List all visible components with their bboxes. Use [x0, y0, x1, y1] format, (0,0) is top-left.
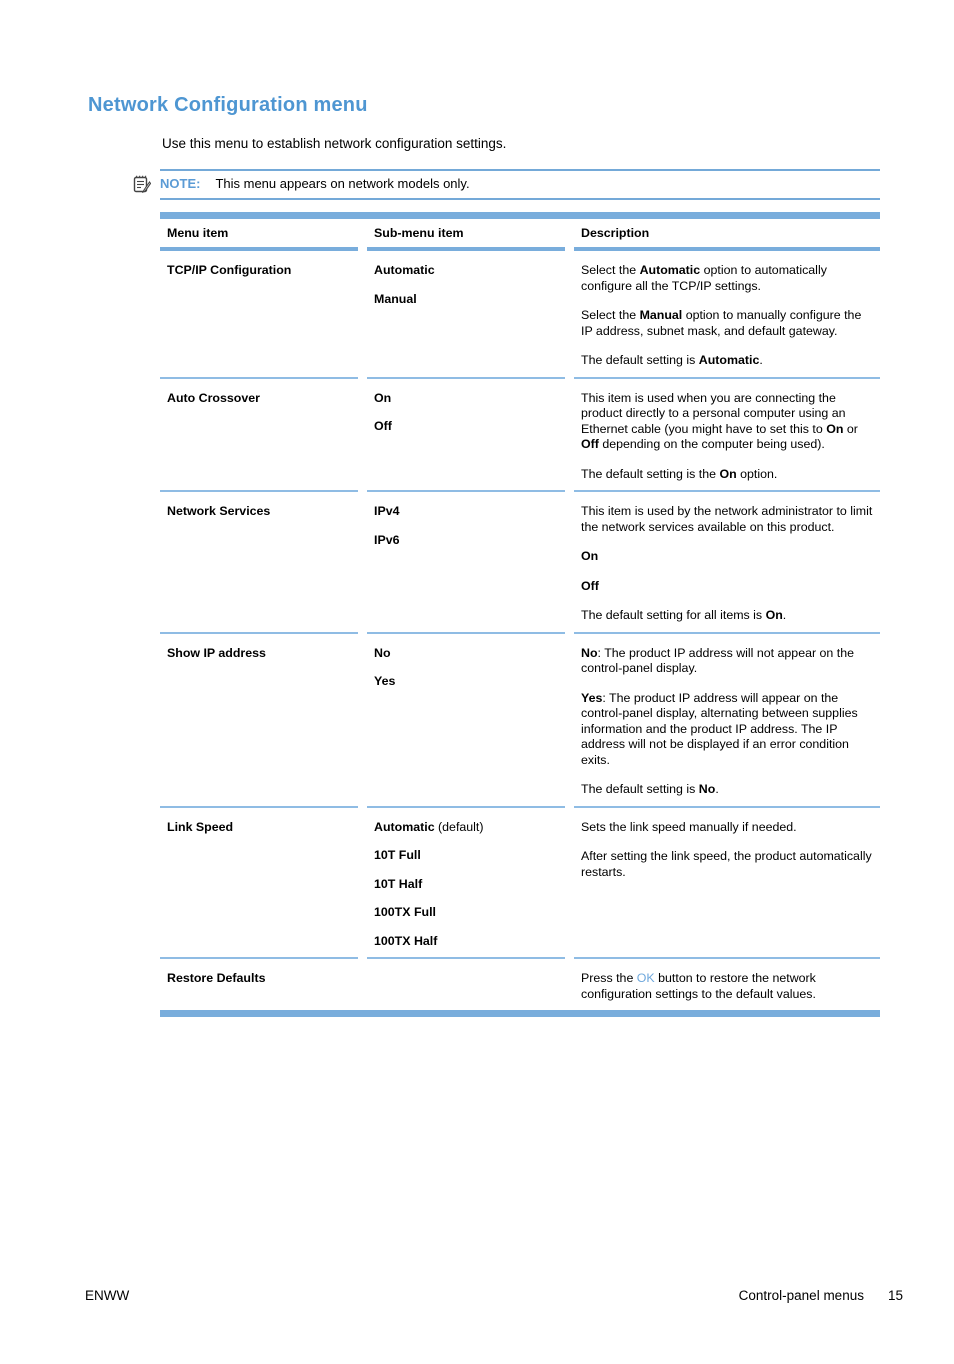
paragraph: Off	[374, 419, 392, 433]
paragraph: Select the Automatic option to automatically configure all the TCP/IP settings.	[581, 263, 827, 293]
menu-item-cell: TCP/IP Configuration	[160, 251, 358, 379]
paragraph: Off	[581, 578, 599, 593]
footer-right	[739, 1288, 903, 1303]
paragraph: 10T Full	[374, 848, 421, 862]
column-header-description: Description	[574, 219, 880, 251]
sub-menu-item-cell	[367, 808, 565, 960]
paragraph: The default setting is Automatic.	[581, 353, 763, 367]
note-box	[160, 169, 880, 200]
sub-menu-item-cell	[367, 634, 565, 808]
page-title: Network Configuration menu	[88, 94, 368, 116]
table-row	[160, 808, 880, 960]
paragraph: 100TX Half	[374, 933, 438, 948]
paragraph: 10T Half	[374, 876, 423, 891]
description-cell	[574, 251, 880, 379]
description-cell	[574, 492, 880, 634]
table-row	[160, 379, 880, 493]
paragraph: The default setting is No.	[581, 782, 719, 796]
paragraph: No: The product IP address will not appear on the control-panel display.	[581, 645, 854, 675]
note-text: This menu appears on network models only.	[215, 176, 470, 191]
paragraph: On	[374, 390, 392, 405]
paragraph: This item is used by the network administrator to limit the network services available on this product.	[581, 504, 873, 534]
sub-menu-item-cell	[367, 959, 565, 1010]
note-icon	[133, 175, 151, 193]
menu-item-cell: Link Speed	[160, 808, 358, 960]
table-row	[160, 634, 880, 808]
description-cell	[574, 379, 880, 493]
paragraph: IPv4	[374, 504, 400, 518]
paragraph: Automatic	[374, 263, 435, 277]
menu-item-cell: Auto Crossover	[160, 379, 358, 493]
sub-menu-item-cell	[367, 379, 565, 493]
menu-item-cell: Network Services	[160, 492, 358, 634]
sub-menu-item-cell	[367, 492, 565, 634]
paragraph: Press the OK button to restore the network configuration settings to the default values.	[581, 971, 816, 1001]
paragraph: Manual	[374, 291, 417, 306]
column-header-menu-item: Menu item	[160, 219, 358, 251]
intro-paragraph: Use this menu to establish network configuration settings.	[162, 136, 507, 151]
footer-section-title: Control-panel menus	[738, 1288, 864, 1303]
ok-button-reference: OK	[636, 971, 655, 985]
footer-enww: ENWW	[85, 1288, 130, 1303]
footer-page-number: 15	[887, 1288, 903, 1303]
table-header-row	[160, 219, 880, 251]
table-row	[160, 492, 880, 634]
document-page	[0, 94, 954, 1364]
menu-item-cell: Show IP address	[160, 634, 358, 808]
paragraph: Automatic (default)	[374, 819, 484, 834]
paragraph: On	[581, 549, 599, 563]
paragraph: The default setting is the On option.	[581, 466, 778, 481]
note-label: NOTE:	[160, 176, 201, 191]
paragraph: This item is used when you are connecting the product directly to a personal computer using an Ethernet cable (you might have to set this to On or Off depending on the computer being used).	[581, 390, 858, 451]
paragraph: After setting the link speed, the product automatically restarts.	[581, 849, 872, 879]
description-cell	[574, 808, 880, 960]
description-cell	[574, 634, 880, 808]
paragraph: Select the Manual option to manually configure the IP address, subnet mask, and default gateway.	[581, 308, 862, 338]
paragraph: The default setting for all items is On.	[581, 608, 787, 622]
paragraph: Yes: The product IP address will appear on the control-panel display, alternating between supplies information and the product IP address. The IP address will not be displayed if an error condition exits.	[581, 690, 858, 767]
description-cell	[574, 959, 880, 1010]
paragraph: 100TX Full	[374, 905, 436, 919]
paragraph: No	[374, 645, 391, 660]
paragraph: Sets the link speed manually if needed.	[581, 819, 797, 834]
sub-menu-item-cell	[367, 251, 565, 379]
table-row	[160, 251, 880, 379]
table-row	[160, 959, 880, 1010]
table-rows	[160, 251, 880, 1010]
paragraph: IPv6	[374, 532, 400, 547]
paragraph: Yes	[374, 674, 396, 688]
column-header-sub-menu-item: Sub-menu item	[367, 219, 565, 251]
network-configuration-table	[160, 212, 880, 1017]
menu-item-cell: Restore Defaults	[167, 971, 266, 985]
